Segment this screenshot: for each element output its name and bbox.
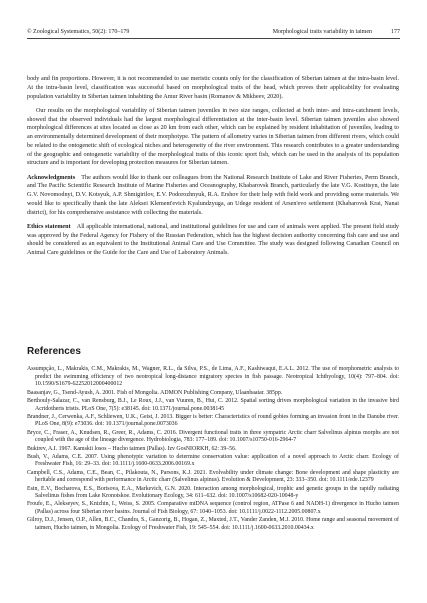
- ethics-section: [27, 223, 399, 258]
- reference-item: Campbell, C.S., Adams, C.E., Bean, C., Pilakouta, N., Parsons, K.J. 2021. Evolvability under climate change: Bone development and shape plasticity are heritable and correspond with performance in Arctic charr (Salvelinus alpinus). Evolution & Development, 23: 333–350. doi: 10.1111/ede.12379: [27, 469, 399, 484]
- journal-citation: © Zoological Systematics, 50(2): 170–179: [27, 29, 130, 35]
- running-title: Morphological traits variability in taimen: [272, 29, 372, 35]
- reference-item: Gilroy, D.J., Jensen, O.P., Allen, B.C., Chandra, S., Ganzorig, B., Hogan, Z., Maxted, J.T., Vander Zanden, M.J. 2010. Home range and seasonal movement of taimen, Hucho taimen, in Mongolia. Ecology of Freshwater Fish, 19: 545–554. doi: 10.1111/j.1600-0633.2010.00434.x: [27, 517, 399, 532]
- paragraph-2: Our results on the morphological variability of Siberian taimen juveniles in two size ranges, collected at both inter- and intra-catchment levels, showed that the observed individuals had the largest morphological differentiation at the inter-basin level. Siberian taimen juveniles also showed morphological differences at sites located as close as 20 km from each other, which can be explained by resident inhabitation of juveniles, leading to an environmentally determined development of their morphotype. The pattern of allometry varies in Siberian taimen from different rivers, which could be related to the ontogenetic shift of ecological niches and heterogeneity of the river environment. This research contributes to a greater understanding of the geographic and ontogenetic variability of the morphological traits of this iconic sport fish, which can be used in the analysis of its population structure and is important for developing protection measures for Siberian taimen.: [27, 107, 399, 167]
- acknowledgments-heading: Acknowledgments: [27, 174, 76, 181]
- acknowledgments-text: The authors would like to thank our colleagues from the National Research Institute of Lake and River Fisheries, Perm Branch, and The Pacific Scientific Research Institute of Marine Fisheries and Oceanography, Khabarovsk Branch, particularly the late V.G. Kostitsyn, the late G.V. Novomodnyi, D.V. Kotsyuk, A.P. Shmigirilov, E.V. Podorozhnyuk, R.A. Ershov for their help with field work and providing some materials. We would like to specifically thank the late Aleksei Klement'evich Kyalundzyuga, an Udege resident of Arsen'evo settlement (Khabarovsk Krai, Nanai district), for his comprehensive assistance with collecting the materials.: [27, 174, 399, 216]
- page-number: 177: [391, 29, 400, 35]
- reference-item: Brandner, J., Cerwenka, A.F., Schliewen, U.K., Geist, J. 2013. Bigger is better: Characteristics of round gobies forming an invasion front in the Danube river. PLoS One, 8(9): e73036. doi: 10.1371/journal.pone.0073036: [27, 413, 399, 428]
- reference-item: Bryce, C., Fraser, A., Knudsen, R., Greer, R., Adams, C. 2016. Divergent functional traits in three sympatric Arctic charr Salvelinus alpinus morphs are not coupled with the age of the lineage divergence. Hydrobiologia, 783: 177–189. doi: 10.1007/s10750-016-2964-7: [27, 429, 399, 444]
- ethics-text: All applicable international, national, and institutional guidelines for use and care of animals were applied. The present field study was approved by the Federal Agency for Fishery of the Russian Federation, which has the highest decision authority concerning fish care and use and should be considered as an equivalent to the Institutional Animal Care and Use Committee. The study was designed following Canadian Council on Animal Care guidelines or the Guide for the Care and Use of Laboratory Animals.: [27, 223, 399, 256]
- paragraph-1: body and fin proportions. However, it is not recommended to use meristic counts only for the classification of Siberian taimen at the intra-basin level. At the intra-basin level, classification was successful based on morphological traits of the head, which proves their applicability for evaluating population variability in Siberian taimen inhabiting the Amur River basin (Romanov & Mikheev, 2020).: [27, 76, 399, 100]
- header-rule: [27, 38, 400, 39]
- reference-item: Bush, V., Adams, C.E. 2007. Using phenotypic variation to determine conservation value: application of a novel approach to Arctic charr. Ecology of Freshwater Fish, 16: 29–33. doi: 10.1111/j.1600-0633.2006.00169.x: [27, 453, 399, 468]
- reference-item: Bukirev, A.I. 1967. Kamskii losos – Hucho taimen (Pallas). Izv GosNIORKH, 62: 39–56.: [27, 445, 237, 452]
- acknowledgments-section: [27, 174, 399, 218]
- references-heading: References: [27, 346, 81, 357]
- reference-item: Assumpção, L., Makrakis, C.M., Makrakis, M., Wagner, R.L., da Silva, P.S., de Lima, A.F., Kashiwaqui, E.A.L. 2012. The use of morphometric analysis to predict the swimming efficiency of two neotropical long-distance migratory species in fish passage. Neotropical Ichthyology, 10(4): 797–804. doi: 10.1590/S1679-62252012000400012: [27, 366, 399, 388]
- reference-item: Froufe, E., Alekseyev, S., Knizhin, I., Weiss, S. 2005. Comparative mtDNA sequence (control region, ATPase 6 and NADH-1) divergence in Hucho taimen (Pallas) across four Siberian river basins. Journal of Fish Biology, 67: 1040–1053. doi: 10.1111/j.0022-1112.2005.00807.x: [27, 501, 399, 516]
- reference-item: Esin, E.V., Bocharova, E.S., Borisova, E.A., Markevich, G.N. 2020. Interaction among morphological, trophic and genetic groups in the rapidly radiating Salvelinus fishes from Lake Kronotskoe. Evolutionary Ecology, 34: 611–632. doi: 10.1007/s10682-020-10048-y: [27, 485, 399, 500]
- reference-item: Baasanjav, G., Tsend-Ayush, A. 2001. Fish of Mongolia. ADMON Publishing Company, Ulaanbaatar. 385pp.: [27, 389, 283, 396]
- page-header: [27, 26, 400, 38]
- reference-item: Berthouly-Salazar, C., van Rensburg, B.J., Le Roux, J.J., van Vuuren, B., Hui, C. 2012. Spatial sorting drives morphological variation in the invasive bird Acridotheris tristis. PLoS One, 7(5): e38145. doi: 10.1371/journal.pone.0038145: [27, 397, 399, 412]
- references-list: [27, 366, 399, 533]
- main-text: [27, 75, 399, 263]
- ethics-heading: Ethics statement: [27, 223, 71, 230]
